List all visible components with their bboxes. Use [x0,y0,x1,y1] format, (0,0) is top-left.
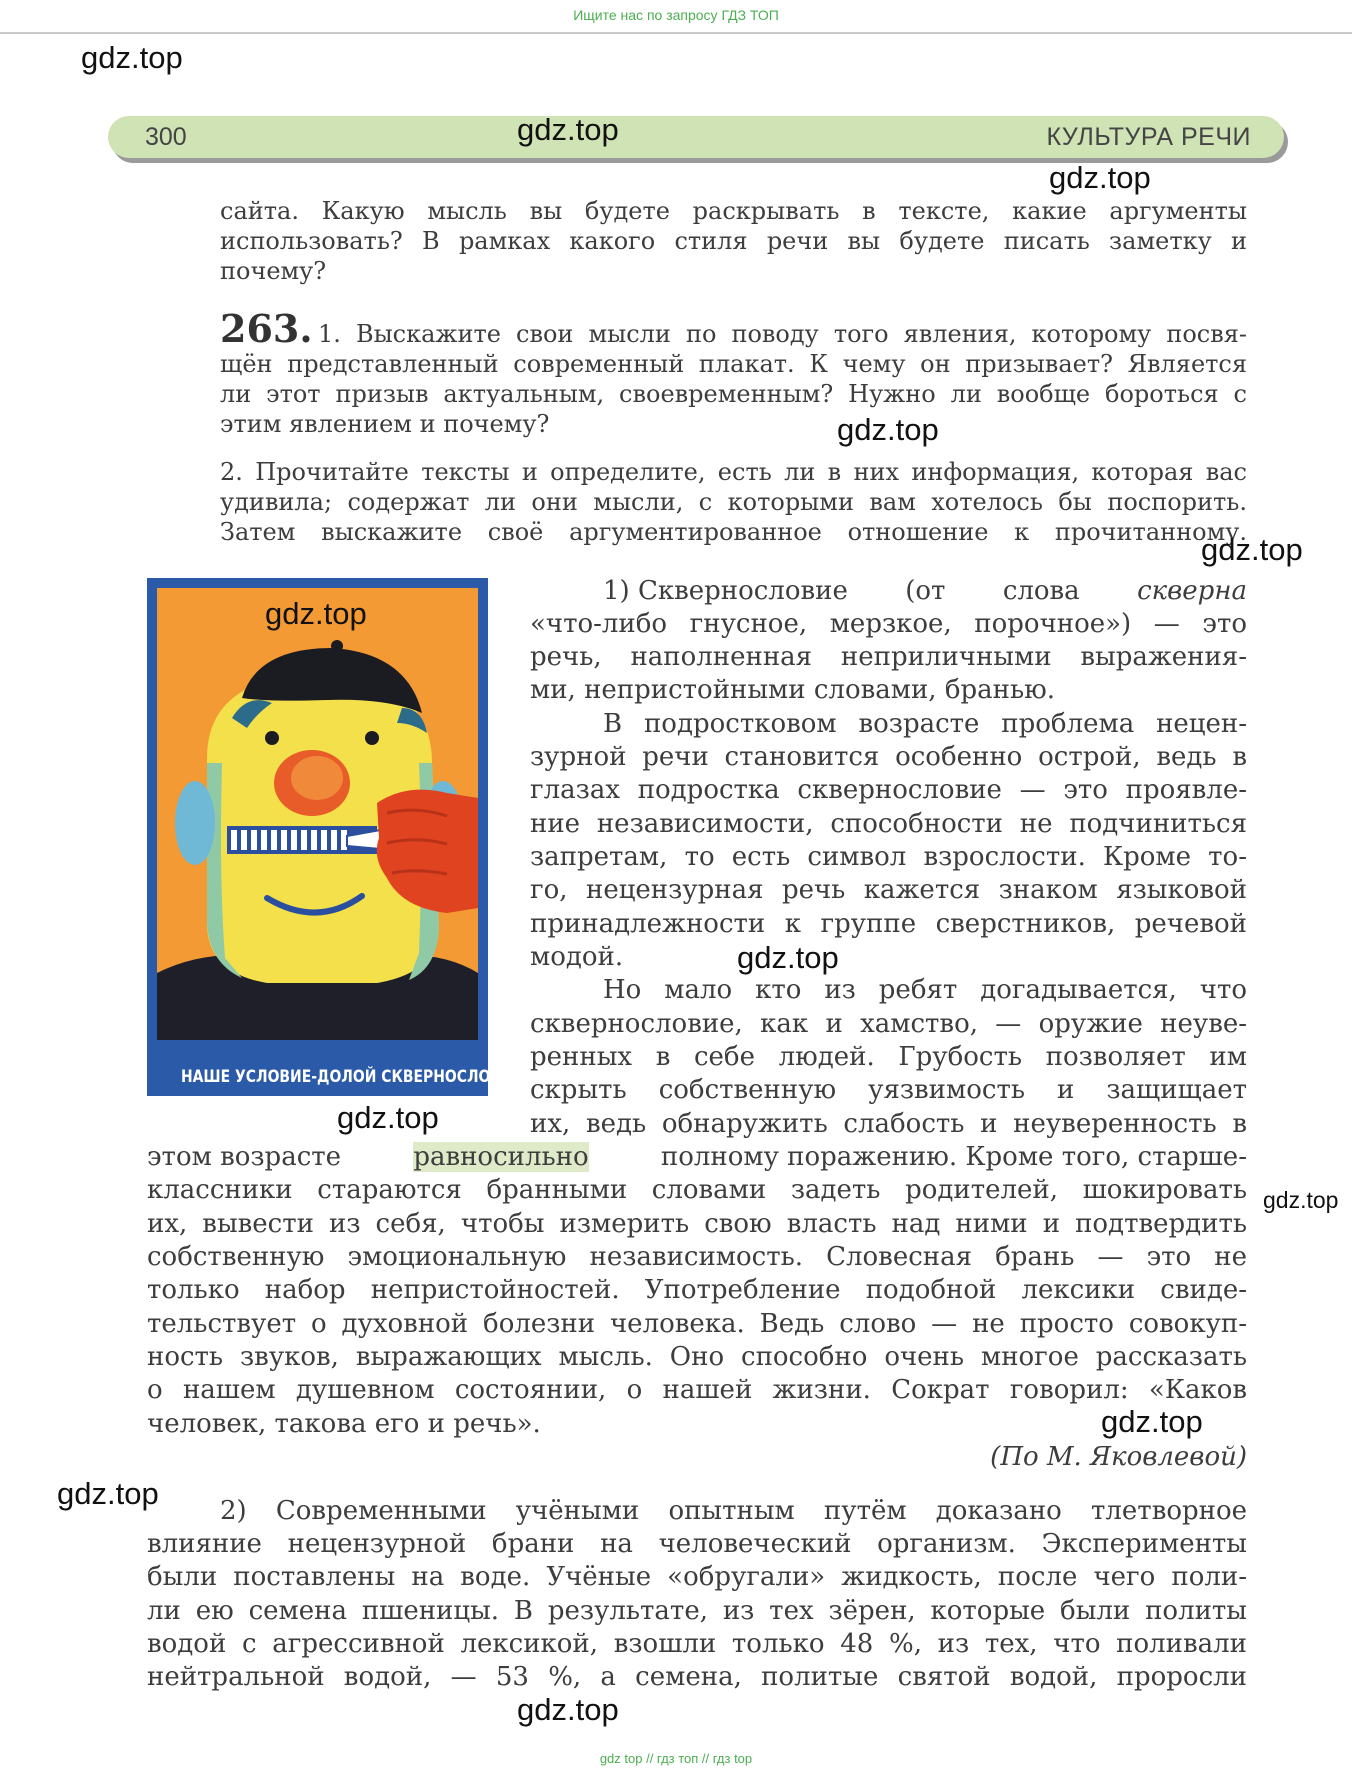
watermark: gdz.top [1101,1404,1203,1439]
text1-italic-word: скверна [1137,576,1247,606]
text1-line: ние независимости, способности не подчиниться [530,809,1247,839]
text1-line: только набор непристойностей. Употребление подобной лексики свиде- [147,1275,1247,1305]
text1-line: классники стараются бранными словами задеть родителей, шокировать [147,1175,1247,1205]
text1-source: (По М. Яковлевой) [990,1442,1247,1472]
watermark: gdz.top [517,112,619,147]
exercise-task2-line: удивила; содержат ли они мысли, с которыми вам хотелось бы поспорить. [220,488,1247,516]
watermark: gdz.top [57,1476,159,1511]
text1-word: (от [905,576,946,606]
text1-line: их, ведь обнаружить слабость и неуверенность в [530,1109,1247,1139]
text1-segment: полному поражению. Кроме того, старше- [660,1142,1247,1172]
text1-line: В подростковом возрасте проблема нецен- [603,709,1247,739]
text1-line: собственную эмоциональную независимость. Словесная брань — это не [147,1242,1247,1272]
text1-line: Но мало кто из ребят догадывается, что [603,975,1247,1005]
intro-line: сайта. Какую мысль вы будете раскрывать в тексте, какие аргументы [220,197,1247,225]
exercise-task1-line: ли этот призыв актуальным, своевременным? Нужно ли вообще бороться с [220,380,1247,408]
highlighted-word: равносильно [413,1142,589,1172]
text1-line: запретам, то есть символ взрослости. Кроме то- [530,842,1247,872]
poster-caption: НАШЕ УСЛОВИЕ-ДОЛОЙ СКВЕРНОСЛОВИЕ! [180,1067,529,1087]
exercise-task1-line: 1. Выскажите свои мысли по поводу того явления, которому посвя- [318,320,1247,348]
text1-line: о нашем душевном состоянии, о нашей жизни. Сократ говорил: «Каков [147,1375,1247,1405]
exercise-task1-line: щён представленный современный плакат. К чему он призывает? Является [220,350,1247,378]
text1-line: принадлежности к группе сверстников, речевой [530,909,1247,939]
exercise-task2-line: 2. Прочитайте тексты и определите, есть ли в них информация, которая вас [220,458,1247,486]
text1-line: тельствует о духовной болезни человека. Ведь слово — не просто совокуп- [147,1309,1247,1339]
text1-line: «что-либо гнусное, мерзкое, порочное») — это [530,609,1247,639]
text1-line: их, вывести из себя, чтобы измерить свою власть над ними и подтвердить [147,1209,1247,1239]
top-banner [0,0,1352,34]
text1-line: зурной речи становится особенно острой, ведь в [530,742,1247,772]
text1-line: ренных в себе людей. Грубость позволяет им [530,1042,1247,1072]
page-number: 300 [145,123,187,151]
text1-lead: 1) Сквернословие [603,576,848,606]
text2-line: 2) Современными учёными опытным путём доказано тлетворное [220,1496,1247,1526]
watermark: gdz.top [737,940,839,975]
section-title: КУЛЬТУРА РЕЧИ [1046,123,1251,151]
text2-line: водой с агрессивной лексикой, взошли только 48 %, из тех, что поливали [147,1629,1247,1659]
exercise-task2-line: Затем выскажите своё аргументированное отношение к прочитанному. [220,518,1247,546]
footer-links: gdz top // гдз топ // гдз top [599,1751,753,1766]
text2-line: нейтральной водой, — 53 %, а семена, политые святой водой, проросли [147,1662,1247,1692]
text1-line: речь, наполненная неприличными выражения- [530,642,1247,672]
text1-line: го, нецензурная речь кажется знаком языковой [530,875,1247,905]
watermark: gdz.top [1263,1187,1339,1213]
text1-line: модой. [530,942,624,972]
banner-text: Ищите нас по запросу ГДЗ ТОП [573,7,779,23]
text1-line: ми, непристойными словами, бранью. [530,675,1056,705]
watermark: gdz.top [837,412,939,447]
text2-line: ли ею семена пшеницы. В результате, из тех зёрен, которые были политы [147,1596,1247,1626]
text1-line: ность звуков, выражающих мысль. Оно способно очень многое рассказать [147,1342,1247,1372]
text1-line: сквернословие, как и хамство, — оружие неуве- [530,1009,1247,1039]
watermark: gdz.top [517,1692,619,1727]
exercise-number: 263. [220,306,313,351]
text1-segment: этом возрасте [147,1142,342,1172]
exercise-task1-line: этим явлением и почему? [220,410,550,438]
text1-highlight-line [147,1142,1247,1172]
poster-illustration [147,578,529,1096]
anti-profanity-poster [147,578,529,1096]
text1-line: скрыть собственную уязвимость и защищает [530,1075,1247,1105]
page-header-bar [108,116,1284,158]
intro-line: почему? [220,257,327,285]
text1-line: человек, такова его и речь». [147,1409,541,1439]
text2-line: влияние нецензурной брани на человеческий организм. Эксперименты [147,1529,1247,1559]
intro-line: использовать? В рамках какого стиля речи вы будете писать заметку и [220,227,1247,255]
watermark: gdz.top [337,1100,439,1135]
text1-line: глазах подростка сквернословие — это проявле- [530,775,1247,805]
exercise-263-first-line [220,306,1247,351]
text2-line: были поставлены на воде. Учёные «обругали» жидкость, после чего поли- [147,1562,1247,1592]
watermark: gdz.top [1201,532,1303,567]
text1-word: слова [1002,576,1080,606]
watermark: gdz.top [265,596,367,631]
watermark: gdz.top [1049,160,1151,195]
text1-first-line [530,576,1247,606]
watermark: gdz.top [81,40,183,75]
